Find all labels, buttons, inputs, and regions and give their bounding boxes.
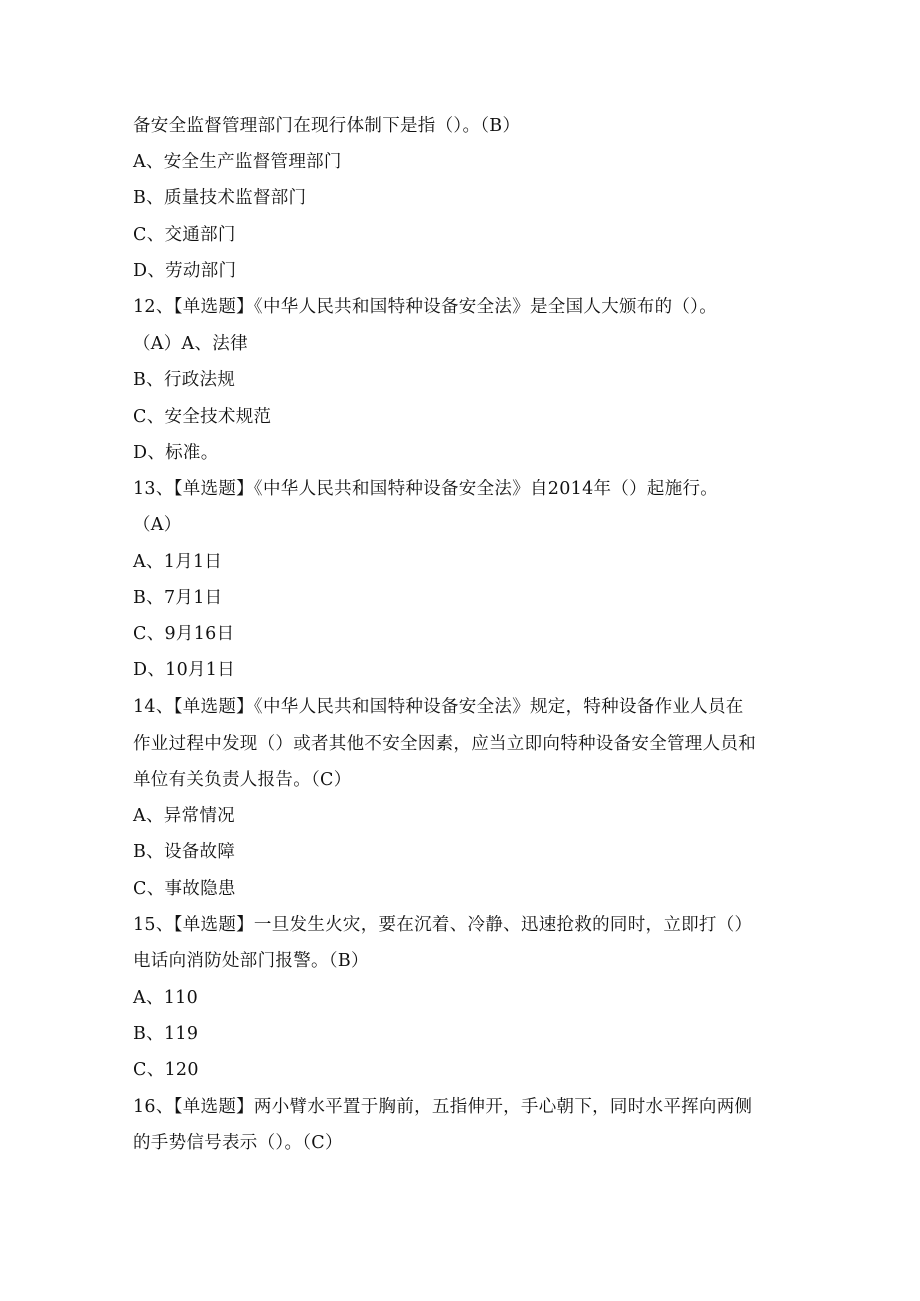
option-b: B、7月1日 [133, 588, 223, 608]
option-c: C、安全技术规范 [133, 407, 272, 427]
option-b: B、119 [133, 1024, 199, 1044]
question-13-answer: （A） [133, 515, 182, 535]
option-a: A、110 [133, 988, 199, 1008]
option-d: D、10月1日 [133, 660, 236, 680]
option-c: C、120 [133, 1060, 199, 1080]
option-c: C、9月16日 [133, 624, 235, 644]
question-12-stem: 12、【单选题】《中华人民共和国特种设备安全法》是全国人大颁布的（）。 [133, 297, 718, 317]
option-b: B、质量技术监督部门 [133, 188, 307, 208]
option-b: B、行政法规 [133, 370, 236, 390]
option-b: B、设备故障 [133, 842, 236, 862]
question-16-stem-line-1: 16、【单选题】两小臂水平置于胸前，五指伸开，手心朝下，同时水平挥向两侧 [133, 1097, 753, 1117]
question-15-stem-line-2: 电话向消防处部门报警。（B） [133, 951, 369, 971]
option-c: C、事故隐患 [133, 879, 236, 899]
option-c: C、交通部门 [133, 225, 236, 245]
option-a: A、安全生产监督管理部门 [133, 152, 342, 172]
question-16-stem-line-2: 的手势信号表示（）。（C） [133, 1133, 343, 1153]
question-15-stem-line-1: 15、【单选题】一旦发生火灾，要在沉着、冷静、迅速抢救的同时，立即打（） [133, 915, 753, 935]
question-14-stem-line-2: 作业过程中发现（）或者其他不安全因素，应当立即向特种设备安全管理人员和 [133, 734, 756, 754]
question-14-stem-line-1: 14、【单选题】《中华人民共和国特种设备安全法》规定，特种设备作业人员在 [133, 697, 744, 717]
answer-and-option-a: （A）A、法律 [133, 334, 248, 354]
question-13-stem: 13、【单选题】《中华人民共和国特种设备安全法》自2014年（）起施行。 [133, 479, 719, 499]
option-d: D、标准。 [133, 443, 219, 463]
question-14-stem-line-3: 单位有关负责人报告。（C） [133, 770, 352, 790]
option-a: A、异常情况 [133, 806, 235, 826]
question-11-stem-end: 备安全监督管理部门在现行体制下是指（）。（B） [133, 116, 521, 136]
option-d: D、劳动部门 [133, 261, 237, 281]
option-a: A、1月1日 [133, 552, 223, 572]
